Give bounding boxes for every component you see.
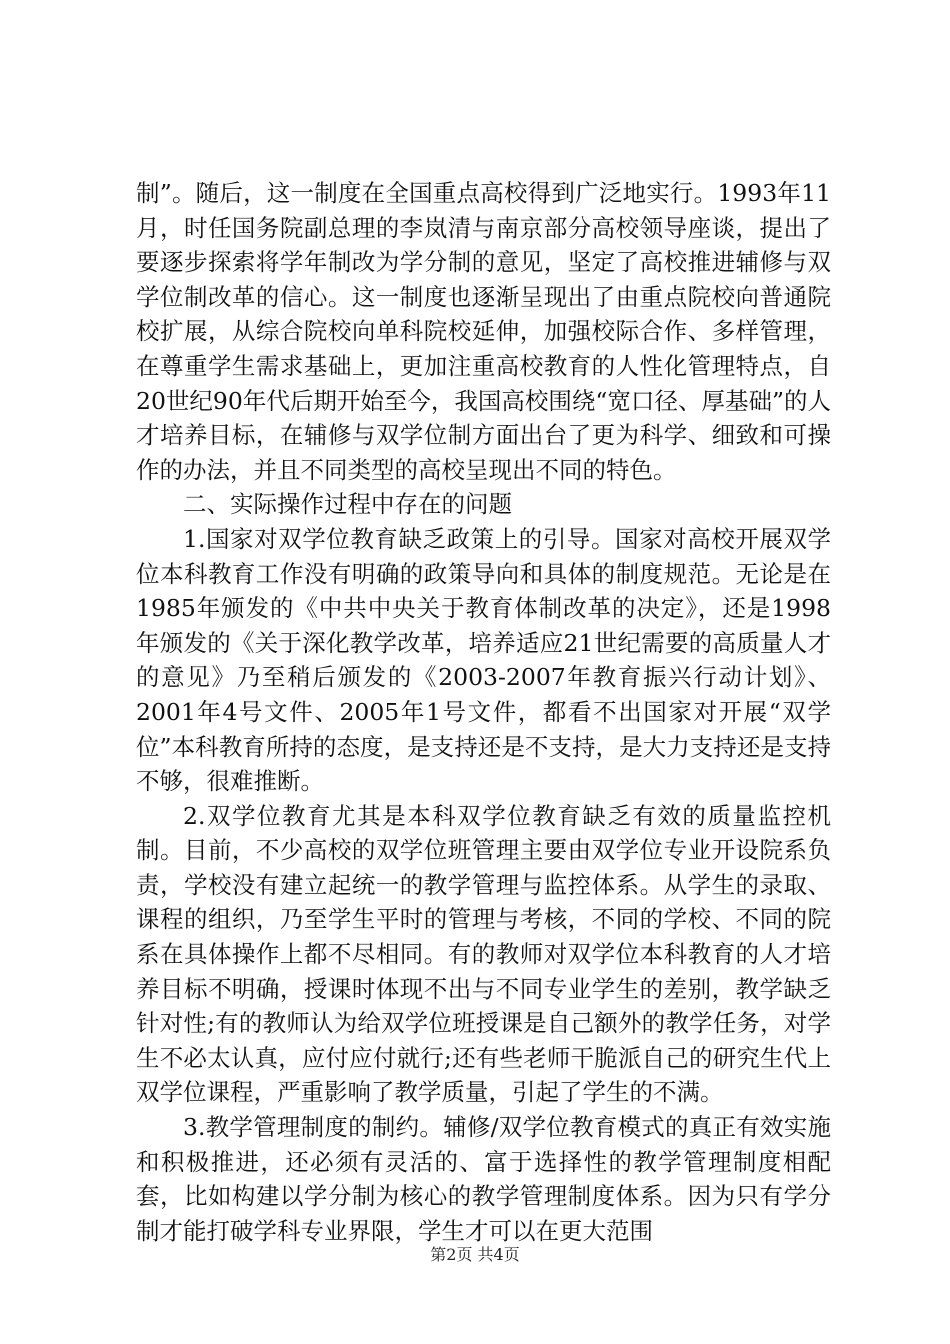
paragraph-point-2: 2.双学位教育尤其是本科双学位教育缺乏有效的质量监控机制。目前，不少高校的双学位班管理主要由双学位专业开设院系负责，学校没有建立起统一的教学管理与监控体系。从学生的录取、课程的组织，乃至学生平时的管理与考核，不同的学校、不同的院系在具体操作上都不尽相同。有的教师对双学位本科教育的人才培养目标不明确，授课时体现不出与不同专业学生的差别，教学缺乏针对性;有的教师认为给双学位班授课是自己额外的教学任务，对学生不必太认真，应付应付就行;还有些老师干脆派自己的研究生代上双学位课程，严重影响了教学质量，引起了学生的不满。 (136, 801, 831, 1107)
page-number-label: 第2页 共4页 (430, 1245, 520, 1264)
page-footer (0, 1245, 950, 1265)
paragraph-continuation: 制”。随后，这一制度在全国重点高校得到广泛地实行。1993年11月，时任国务院副总理的李岚清与南京部分高校领导座谈，提出了要逐步探索将学年制改为学分制的意见，坚定了高校推进辅修与双学位制改革的信心。这一制度也逐渐呈现出了由重点院校向普通院校扩展，从综合院校向单科院校延伸，加强校际合作、多样管理，在尊重学生需求基础上，更加注重高校教育的人性化管理特点，自20世纪90年代后期开始至今，我国高校围绕“宽口径、厚基础”的人才培养目标，在辅修与双学位制方面出台了更为科学、细致和可操作的办法，并且不同类型的高校呈现出不同的特色。 (136, 179, 831, 484)
paragraph-point-3: 3.教学管理制度的制约。辅修/双学位教育模式的真正有效实施和积极推进，还必须有灵活的、富于选择性的教学管理制度相配套，比如构建以学分制为核心的教学管理制度体系。因为只有学分制才能打破学科专业界限，学生才可以在更大范围 (136, 1113, 831, 1245)
paragraph-point-1: 1.国家对双学位教育缺乏政策上的引导。国家对高校开展双学位本科教育工作没有明确的政策导向和具体的制度规范。无论是在1985年颁发的《中共中央关于教育体制改革的决定》，还是1998年颁发的《关于深化教学改革，培养适应21世纪需要的高质量人才的意见》乃至稍后颁发的《2003-2007年教育振兴行动计划》、2001年4号文件、2005年1号文件，都看不出国家对开展“双学位”本科教育所持的态度，是支持还是不支持，是大力支持还是支持不够，很难推断。 (136, 524, 831, 796)
section-heading: 二、实际操作过程中存在的问题 (183, 490, 512, 519)
document-body (136, 176, 831, 1248)
